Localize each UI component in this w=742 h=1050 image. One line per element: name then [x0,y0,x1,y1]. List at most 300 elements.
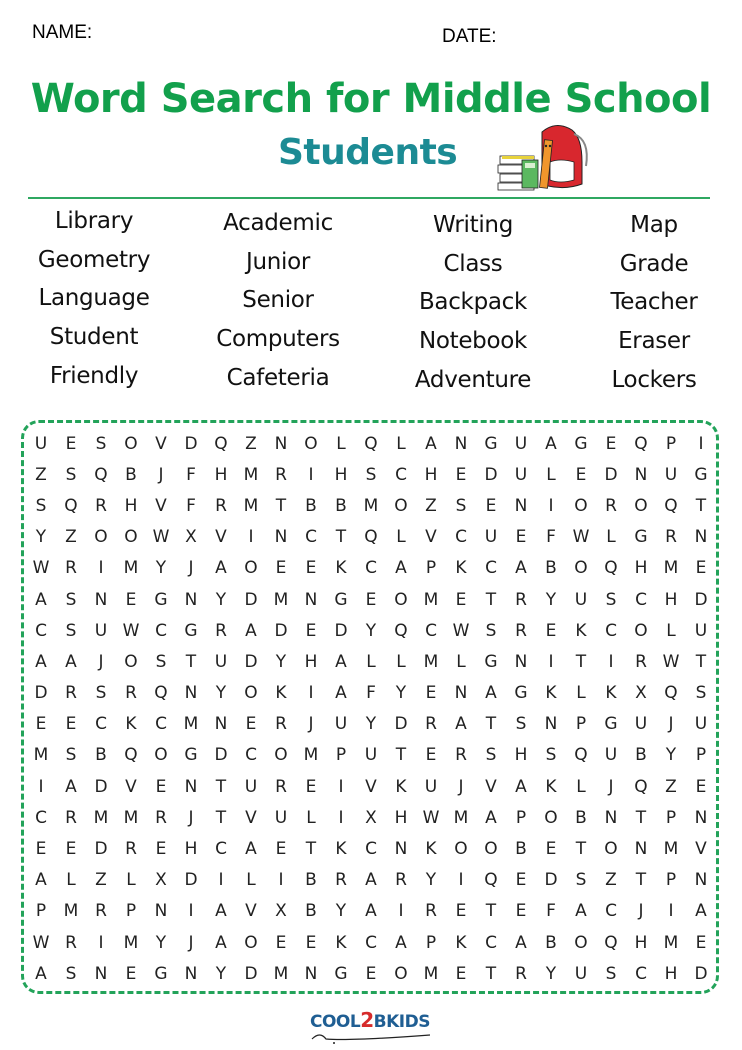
grid-letter[interactable]: Y [35,527,47,548]
grid-letter[interactable]: D [184,870,198,891]
grid-letter[interactable]: F [366,683,376,704]
grid-letter[interactable]: K [575,620,587,641]
grid-letter[interactable]: N [184,776,198,797]
grid-letter[interactable]: V [155,433,167,454]
grid-letter[interactable]: N [394,839,408,860]
grid-letter[interactable]: R [95,901,107,922]
grid-letter[interactable]: U [574,589,588,610]
grid-letter[interactable]: R [605,495,617,516]
grid-letter[interactable]: T [485,714,497,735]
grid-letter[interactable]: E [35,839,47,860]
grid-letter[interactable]: U [244,776,258,797]
grid-letter[interactable]: E [485,495,497,516]
grid-letter[interactable]: R [515,620,527,641]
grid-letter[interactable]: E [515,870,527,891]
grid-letter[interactable]: Y [545,963,557,984]
grid-letter[interactable]: Q [124,745,138,766]
grid-letter[interactable]: E [35,714,47,735]
grid-letter[interactable]: C [635,963,647,984]
grid-letter[interactable]: Z [605,870,617,891]
grid-letter[interactable]: L [606,527,616,548]
grid-letter[interactable]: J [188,932,194,953]
grid-letter[interactable]: D [244,651,258,672]
grid-letter[interactable]: C [455,527,467,548]
grid-letter[interactable]: B [575,807,587,828]
grid-letter[interactable]: O [484,839,498,860]
grid-letter[interactable]: R [155,807,167,828]
grid-letter[interactable]: W [572,527,590,548]
grid-letter[interactable]: L [396,433,406,454]
grid-letter[interactable]: L [306,807,316,828]
grid-letter[interactable]: Y [365,620,377,641]
grid-letter[interactable]: R [455,745,467,766]
grid-letter[interactable]: J [188,558,194,579]
grid-letter[interactable]: I [278,870,284,891]
grid-letter[interactable]: O [574,495,588,516]
grid-letter[interactable]: T [215,807,227,828]
grid-letter[interactable]: Q [364,433,378,454]
grid-letter[interactable]: U [94,620,108,641]
grid-letter[interactable]: Q [394,620,408,641]
grid-letter[interactable]: R [95,495,107,516]
grid-letter[interactable]: D [484,464,498,485]
grid-letter[interactable]: M [453,807,469,828]
grid-letter[interactable]: Y [275,651,287,672]
grid-letter[interactable]: Z [95,870,107,891]
grid-letter[interactable]: O [394,589,408,610]
grid-letter[interactable]: F [546,901,556,922]
grid-letter[interactable]: N [694,807,708,828]
grid-letter[interactable]: G [574,433,588,454]
grid-letter[interactable]: S [65,745,77,766]
grid-letter[interactable]: T [395,745,407,766]
grid-letter[interactable]: O [574,932,588,953]
grid-letter[interactable]: R [65,932,77,953]
grid-letter[interactable]: M [243,464,259,485]
grid-letter[interactable]: A [35,870,47,891]
grid-letter[interactable]: N [154,901,168,922]
grid-letter[interactable]: A [515,558,527,579]
grid-letter[interactable]: K [455,932,467,953]
grid-letter[interactable]: K [335,558,347,579]
grid-letter[interactable]: E [545,839,557,860]
grid-letter[interactable]: G [694,464,708,485]
grid-letter[interactable]: Q [604,932,618,953]
grid-letter[interactable]: N [634,464,648,485]
grid-letter[interactable]: Z [35,464,47,485]
grid-letter[interactable]: D [604,464,618,485]
grid-letter[interactable]: P [665,807,677,828]
grid-letter[interactable]: L [66,870,76,891]
grid-letter[interactable]: M [123,807,139,828]
grid-letter[interactable]: V [245,901,257,922]
grid-letter[interactable]: P [575,714,587,735]
grid-letter[interactable]: E [305,932,317,953]
grid-letter[interactable]: S [575,870,587,891]
grid-letter[interactable]: A [35,651,47,672]
grid-letter[interactable]: H [664,589,678,610]
grid-letter[interactable]: K [605,683,617,704]
grid-letter[interactable]: V [695,839,707,860]
grid-letter[interactable]: B [635,745,647,766]
grid-letter[interactable]: P [515,807,527,828]
grid-letter[interactable]: K [545,776,557,797]
grid-letter[interactable]: A [215,558,227,579]
grid-letter[interactable]: E [365,963,377,984]
grid-letter[interactable]: M [663,558,679,579]
grid-letter[interactable]: G [604,714,618,735]
grid-letter[interactable]: H [664,963,678,984]
grid-letter[interactable]: G [154,589,168,610]
grid-letter[interactable]: Q [604,558,618,579]
grid-letter[interactable]: A [65,651,77,672]
grid-letter[interactable]: U [484,527,498,548]
grid-letter[interactable]: Z [665,776,677,797]
grid-letter[interactable]: B [305,495,317,516]
grid-letter[interactable]: S [515,714,527,735]
grid-letter[interactable]: H [184,839,198,860]
grid-letter[interactable]: S [155,651,167,672]
grid-letter[interactable]: I [308,464,314,485]
grid-letter[interactable]: Z [65,527,77,548]
grid-letter[interactable]: I [38,776,44,797]
grid-letter[interactable]: M [663,932,679,953]
grid-letter[interactable]: E [275,558,287,579]
grid-letter[interactable]: I [698,433,704,454]
grid-letter[interactable]: C [635,589,647,610]
grid-letter[interactable]: S [605,963,617,984]
grid-letter[interactable]: B [545,558,557,579]
grid-letter[interactable]: D [34,683,48,704]
grid-letter[interactable]: I [98,932,104,953]
grid-letter[interactable]: I [218,870,224,891]
grid-letter[interactable]: U [364,745,378,766]
grid-letter[interactable]: L [456,651,466,672]
grid-letter[interactable]: C [365,932,377,953]
grid-letter[interactable]: O [244,683,258,704]
grid-letter[interactable]: K [425,839,437,860]
grid-letter[interactable]: L [366,651,376,672]
grid-letter[interactable]: O [454,839,468,860]
grid-letter[interactable]: L [396,527,406,548]
grid-letter[interactable]: D [244,963,258,984]
grid-letter[interactable]: A [245,620,257,641]
grid-letter[interactable]: M [123,558,139,579]
grid-letter[interactable]: D [394,714,408,735]
grid-letter[interactable]: E [65,839,77,860]
grid-letter[interactable]: T [185,651,197,672]
grid-letter[interactable]: P [335,745,347,766]
grid-letter[interactable]: A [515,932,527,953]
grid-letter[interactable]: H [124,495,138,516]
grid-letter[interactable]: M [273,589,289,610]
grid-letter[interactable]: B [305,870,317,891]
grid-letter[interactable]: M [123,932,139,953]
grid-letter[interactable]: C [35,807,47,828]
grid-letter[interactable]: D [94,839,108,860]
grid-letter[interactable]: R [275,464,287,485]
grid-letter[interactable]: O [544,807,558,828]
grid-letter[interactable]: E [155,839,167,860]
grid-letter[interactable]: E [575,464,587,485]
grid-letter[interactable]: C [155,620,167,641]
grid-letter[interactable]: T [635,870,647,891]
grid-letter[interactable]: X [185,527,197,548]
grid-letter[interactable]: F [186,464,196,485]
grid-letter[interactable]: C [485,558,497,579]
grid-letter[interactable]: C [605,620,617,641]
grid-letter[interactable]: I [458,870,464,891]
grid-letter[interactable]: I [248,527,254,548]
grid-letter[interactable]: N [274,527,288,548]
grid-letter[interactable]: E [605,433,617,454]
grid-letter[interactable]: V [365,776,377,797]
grid-letter[interactable]: U [514,433,528,454]
grid-letter[interactable]: S [485,620,497,641]
grid-letter[interactable]: I [608,651,614,672]
grid-letter[interactable]: M [33,745,49,766]
grid-letter[interactable]: B [95,745,107,766]
grid-letter[interactable]: Y [665,745,677,766]
grid-letter[interactable]: A [35,963,47,984]
grid-letter[interactable]: Y [215,589,227,610]
grid-letter[interactable]: B [515,839,527,860]
grid-letter[interactable]: S [65,963,77,984]
grid-letter[interactable]: A [215,932,227,953]
grid-letter[interactable]: N [184,589,198,610]
grid-letter[interactable]: D [694,963,708,984]
grid-letter[interactable]: E [305,620,317,641]
grid-letter[interactable]: R [275,776,287,797]
grid-letter[interactable]: M [303,745,319,766]
grid-letter[interactable]: C [305,527,317,548]
grid-letter[interactable]: U [664,464,678,485]
grid-letter[interactable]: A [425,433,437,454]
grid-letter[interactable]: N [694,870,708,891]
grid-letter[interactable]: Y [545,589,557,610]
grid-letter[interactable]: T [695,651,707,672]
grid-letter[interactable]: E [305,776,317,797]
grid-letter[interactable]: Y [365,714,377,735]
grid-letter[interactable]: O [634,495,648,516]
grid-letter[interactable]: W [662,651,680,672]
grid-letter[interactable]: C [155,714,167,735]
grid-letter[interactable]: C [365,839,377,860]
grid-letter[interactable]: N [454,433,468,454]
grid-letter[interactable]: U [604,745,618,766]
grid-letter[interactable]: K [395,776,407,797]
grid-letter[interactable]: I [308,683,314,704]
grid-letter[interactable]: V [425,527,437,548]
grid-letter[interactable]: Q [364,527,378,548]
grid-letter[interactable]: O [94,527,108,548]
grid-letter[interactable]: Q [634,433,648,454]
grid-letter[interactable]: E [275,932,287,953]
grid-letter[interactable]: A [485,683,497,704]
grid-letter[interactable]: E [365,589,377,610]
grid-letter[interactable]: J [608,776,614,797]
grid-letter[interactable]: N [634,839,648,860]
grid-letter[interactable]: U [514,464,528,485]
grid-letter[interactable]: M [183,714,199,735]
grid-letter[interactable]: N [544,714,558,735]
grid-letter[interactable]: A [335,651,347,672]
grid-letter[interactable]: Q [214,433,228,454]
grid-letter[interactable]: B [335,495,347,516]
grid-letter[interactable]: O [244,932,258,953]
grid-letter[interactable]: E [245,714,257,735]
grid-letter[interactable]: V [155,495,167,516]
grid-letter[interactable]: S [95,433,107,454]
grid-letter[interactable]: S [365,464,377,485]
grid-letter[interactable]: I [338,807,344,828]
grid-letter[interactable]: R [215,495,227,516]
grid-letter[interactable]: X [365,807,377,828]
grid-letter[interactable]: G [484,651,498,672]
grid-letter[interactable]: V [245,807,257,828]
grid-letter[interactable]: K [275,683,287,704]
grid-letter[interactable]: Y [335,901,347,922]
grid-letter[interactable]: P [35,901,47,922]
grid-letter[interactable]: A [65,776,77,797]
grid-letter[interactable]: C [365,558,377,579]
grid-letter[interactable]: W [422,807,440,828]
grid-letter[interactable]: C [425,620,437,641]
grid-letter[interactable]: C [215,839,227,860]
grid-letter[interactable]: P [695,745,707,766]
grid-letter[interactable]: S [545,745,557,766]
grid-letter[interactable]: H [514,745,528,766]
grid-letter[interactable]: T [485,963,497,984]
grid-letter[interactable]: N [604,807,618,828]
grid-letter[interactable]: X [275,901,287,922]
grid-letter[interactable]: E [65,714,77,735]
grid-letter[interactable]: A [35,589,47,610]
grid-letter[interactable]: O [124,527,138,548]
grid-letter[interactable]: J [638,901,644,922]
grid-letter[interactable]: D [94,776,108,797]
grid-letter[interactable]: T [575,651,587,672]
grid-letter[interactable]: D [694,589,708,610]
grid-letter[interactable]: R [665,527,677,548]
grid-letter[interactable]: C [605,901,617,922]
grid-letter[interactable]: N [514,495,528,516]
grid-letter[interactable]: O [124,433,138,454]
grid-letter[interactable]: O [274,745,288,766]
grid-letter[interactable]: H [634,932,648,953]
grid-letter[interactable]: E [155,776,167,797]
grid-letter[interactable]: C [95,714,107,735]
grid-letter[interactable]: Q [154,683,168,704]
grid-letter[interactable]: A [365,870,377,891]
grid-letter[interactable]: C [245,745,257,766]
grid-letter[interactable]: U [634,714,648,735]
grid-letter[interactable]: M [423,589,439,610]
grid-letter[interactable]: V [485,776,497,797]
grid-letter[interactable]: L [576,683,586,704]
grid-letter[interactable]: I [668,901,674,922]
grid-letter[interactable]: T [305,839,317,860]
grid-letter[interactable]: T [335,527,347,548]
grid-letter[interactable]: G [484,433,498,454]
grid-letter[interactable]: B [545,932,557,953]
grid-letter[interactable]: F [186,495,196,516]
grid-letter[interactable]: N [184,963,198,984]
grid-letter[interactable]: X [155,870,167,891]
grid-letter[interactable]: G [184,620,198,641]
grid-letter[interactable]: H [424,464,438,485]
grid-letter[interactable]: E [695,932,707,953]
grid-letter[interactable]: N [94,589,108,610]
grid-letter[interactable]: R [395,870,407,891]
grid-letter[interactable]: A [695,901,707,922]
grid-letter[interactable]: A [245,839,257,860]
grid-letter[interactable]: E [125,589,137,610]
grid-letter[interactable]: E [275,839,287,860]
grid-letter[interactable]: V [215,527,227,548]
grid-letter[interactable]: R [65,683,77,704]
grid-letter[interactable]: O [574,558,588,579]
grid-letter[interactable]: Z [245,433,257,454]
grid-letter[interactable]: R [125,683,137,704]
grid-letter[interactable]: D [544,870,558,891]
grid-letter[interactable]: S [65,589,77,610]
grid-letter[interactable]: T [485,901,497,922]
grid-letter[interactable]: P [125,901,137,922]
grid-letter[interactable]: C [395,464,407,485]
grid-letter[interactable]: G [334,963,348,984]
grid-letter[interactable]: D [244,589,258,610]
grid-letter[interactable]: M [423,651,439,672]
grid-letter[interactable]: N [694,527,708,548]
grid-letter[interactable]: L [576,776,586,797]
grid-letter[interactable]: N [514,651,528,672]
grid-letter[interactable]: A [215,901,227,922]
grid-letter[interactable]: J [308,714,314,735]
grid-letter[interactable]: R [425,901,437,922]
grid-letter[interactable]: S [65,464,77,485]
grid-letter[interactable]: E [455,901,467,922]
grid-letter[interactable]: Q [664,495,678,516]
grid-letter[interactable]: N [454,683,468,704]
grid-letter[interactable]: R [425,714,437,735]
grid-letter[interactable]: B [125,464,137,485]
grid-letter[interactable]: R [215,620,227,641]
grid-letter[interactable]: M [93,807,109,828]
grid-letter[interactable]: W [122,620,140,641]
grid-letter[interactable]: P [665,870,677,891]
grid-letter[interactable]: M [63,901,79,922]
grid-letter[interactable]: H [304,651,318,672]
grid-letter[interactable]: O [124,651,138,672]
grid-letter[interactable]: E [305,558,317,579]
grid-letter[interactable]: C [485,932,497,953]
grid-letter[interactable]: L [336,433,346,454]
grid-letter[interactable]: O [634,620,648,641]
grid-letter[interactable]: I [98,558,104,579]
grid-letter[interactable]: L [126,870,136,891]
grid-letter[interactable]: O [154,745,168,766]
grid-letter[interactable]: E [695,558,707,579]
grid-letter[interactable]: O [604,839,618,860]
grid-letter[interactable]: T [275,495,287,516]
grid-letter[interactable]: G [334,589,348,610]
grid-letter[interactable]: S [605,589,617,610]
grid-letter[interactable]: E [695,776,707,797]
grid-letter[interactable]: G [184,745,198,766]
grid-letter[interactable]: V [125,776,137,797]
grid-letter[interactable]: Y [155,558,167,579]
